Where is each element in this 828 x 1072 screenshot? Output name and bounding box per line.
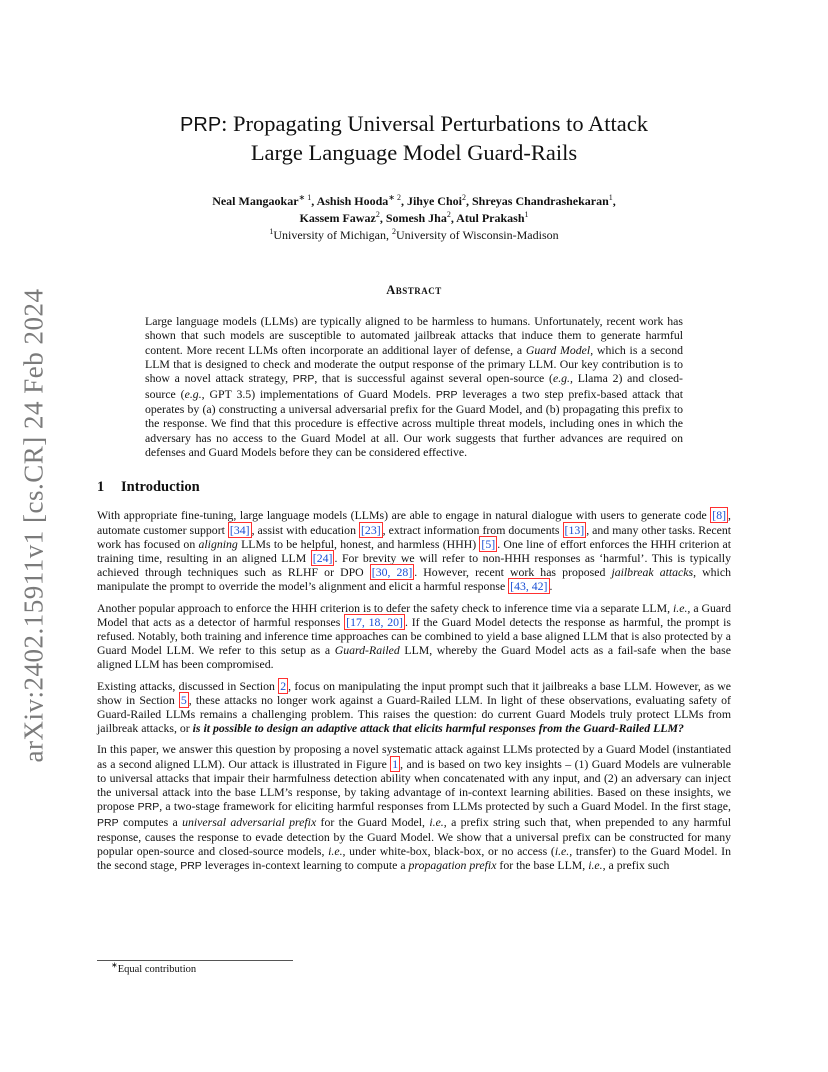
paper-page	[97, 0, 732, 975]
section-heading: 1 Introduction	[97, 479, 200, 496]
title-prp: PRP	[180, 114, 222, 136]
citation-link[interactable]: [43, 42]	[510, 579, 548, 594]
citation-link[interactable]: [23]	[361, 522, 381, 537]
paper-title: PRP: Propagating Universal Perturbations to Attack Large Language Model Guard-Rails	[180, 111, 648, 165]
paragraph: With appropriate fine-tuning, large language models (LLMs) are able to engage in natural dialogue with users to generate code [8] , automate customer support [34] , assist with education [23] , extract information from documents [13] , and many other tasks. Recent work has focused on aligning LLMs to be helpful, honest, and harmless (HHH) [5] . One line of effort enforces the HHH criterion at training time, resulting in an aligned LLM [24] . For brevity we will refer to non-HHH responses as ‘harmful’. This is typically achieved through techniques such as RLHF or DPO [30, 28] . However, recent work has proposed jailbreak attacks, which manipulate the prompt to override the model’s alignment and elicit a harmful response [43, 42] .	[97, 508, 731, 594]
section-link[interactable]: 5	[180, 692, 187, 707]
citation-link[interactable]: [34]	[229, 522, 250, 537]
citation-link[interactable]: [30, 28]	[371, 565, 413, 580]
citation-link[interactable]: [24]	[312, 551, 333, 566]
arxiv-id: arXiv:2402.15911v1 [cs.CR] 24 Feb 2024	[18, 288, 49, 762]
abstract-heading: Abstract	[386, 283, 442, 297]
citation-link[interactable]: [5]	[481, 536, 496, 551]
abstract-text: Large language models (LLMs) are typically aligned to be harmless to humans. Unfortunately, recent work has shown that such models are susceptible to automated jailbreak attacks that induce them to generate harmful content. More recent LLMs often incorporate an additional layer of defense, a Guard Model, which is a second LLM that is designed to check and moderate the output response of the primary LLM. Our key contribution is to show a novel attack strategy, PRP, that is successful against several open-source (e.g., Llama 2) and closed-source (e.g., GPT 3.5) implementations of Guard Models. PRP leverages a two step prefix-based attack that operates by (a) constructing a universal adversarial prefix for the Guard Model, and (b) propagating this prefix to the response. We find that this procedure is effective across multiple threat models, including ones in which the adversary has no access to the Guard Model at all. Our work suggests that further advances are required on defenses and Guard Models before they can be considered effective.	[145, 314, 683, 460]
author-list: Neal Mangaokar$^{∗ 1}$, Ashish Hooda$^{∗ 2}$, Jihye Choi$^2$, Shreyas Chandrashekaran$^1$, Kassem Fawaz$^2$, Somesh Jha$^2$, Atul Prakash$^1$	[212, 193, 616, 225]
paragraph: Existing attacks, discussed in Section 2 , focus on manipulating the input prompt such that it jailbreaks a base LLM. However, as we show in Section 5 , these attacks no longer work against a Guard-Railed LLM. In light of these observations, evaluating safety of Guard-Railed LLMs remains a challenging problem. This raises the question: do current Guard Models truly protect LLMs from jailbreak attacks, or is it possible to design an adaptive attack that elicits harmful responses from the Guard-Railed LLM?	[97, 678, 731, 736]
section-link[interactable]: 2	[280, 678, 287, 693]
footnote: ∗Equal contribution	[111, 960, 197, 975]
arxiv-sidebar-stamp	[10, 290, 58, 760]
footnote-rule	[97, 960, 293, 961]
paragraph: Another popular approach to enforce the HHH criterion is to defer the safety check to inference time via a separate LLM, i.e., a Guard Model that acts as a detector of harmful responses [17, 18, 20] . If the Guard Model detects the response as harmful, the prompt is refused. Notably, both training and inference time approaches can be combined to yield a base aligned LLM that is also protected by a Guard Model LLM. We refer to this setup as a Guard-Railed LLM, whereby the Guard Model acts as a fail-safe when the base aligned LLM has been compromised.	[97, 600, 732, 672]
citation-link[interactable]: [17, 18, 20]	[346, 614, 403, 629]
affiliations: $^1$University of Michigan, $^2$University of Wisconsin-Madison	[269, 227, 559, 242]
citation-link[interactable]: [8]	[712, 508, 727, 523]
citation-link[interactable]: [13]	[564, 522, 585, 537]
paragraph: In this paper, we answer this question by proposing a novel systematic attack against LLMs protected by a Guard Model (instantiated as a second aligned LLM). Our attack is illustrated in Figure 1 , and is based on two key insights – (1) Guard Models are vulnerable to universal attacks that impair their harmfulness detection ability when concatenated with any input, and (2) an adversary can inject the universal attack into the base LLM’s response, by taking advantage of in-context learning abilities. Based on these insights, we propose PRP, a two-stage framework for eliciting harmful responses from LLMs protected by such a Guard Model. In the first stage, PRP computes a universal adversarial prefix for the Guard Model, i.e., a prefix string such that, when prepended to any harmful response, causes the response to evade detection by the Guard Model. We show that a universal prefix can be constructed for many popular open-source and closed-source models, i.e., under white-box, black-box, or no access (i.e., transfer) to the Guard Model. In the second stage, PRP leverages in-context learning to compute a propagation prefix for the base LLM, i.e., a prefix such	[97, 742, 732, 873]
figure-link[interactable]: 1	[392, 756, 399, 771]
introduction-body	[97, 508, 731, 873]
